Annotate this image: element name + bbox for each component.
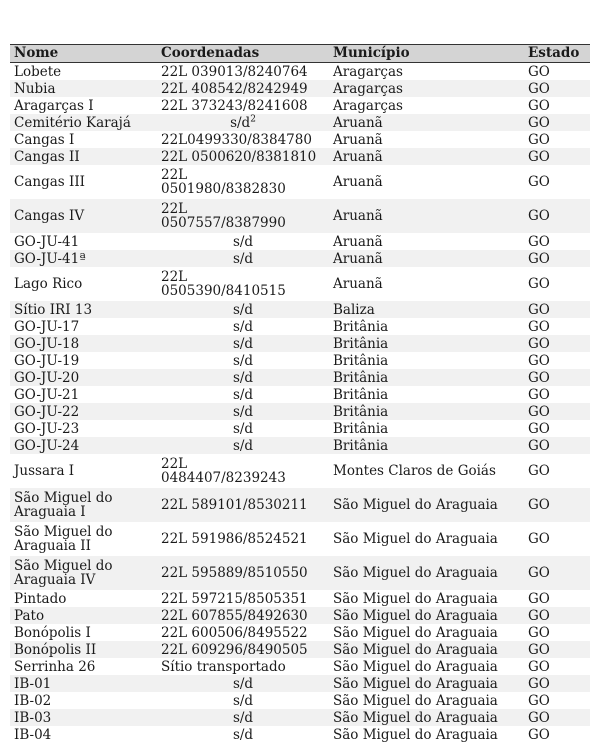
table-row — [10, 318, 590, 335]
cell-municipio: São Miguel do Araguaia — [329, 624, 524, 641]
cell-estado: GO — [524, 148, 590, 165]
cell-coordenadas: 22L 0501980/8382830 — [157, 165, 329, 199]
table-row — [10, 369, 590, 386]
cell-coordenadas: 22L 597215/8505351 — [157, 590, 329, 607]
cell-nome: Cemitério Karajá — [10, 114, 157, 131]
cell-coordenadas: 22L 0500620/8381810 — [157, 148, 329, 165]
table-body — [10, 63, 590, 743]
header-estado: Estado — [524, 45, 590, 63]
cell-coordenadas: s/d — [157, 369, 329, 386]
cell-coordenadas: 22L 039013/8240764 — [157, 63, 329, 81]
cell-coordenadas: 22L 600506/8495522 — [157, 624, 329, 641]
cell-coordenadas: 22L 609296/8490505 — [157, 641, 329, 658]
cell-coordenadas: s/d — [157, 233, 329, 250]
cell-municipio: São Miguel do Araguaia — [329, 488, 524, 522]
header-nome: Nome — [10, 45, 157, 63]
cell-municipio: São Miguel do Araguaia — [329, 607, 524, 624]
cell-estado: GO — [524, 233, 590, 250]
table-row — [10, 63, 590, 81]
cell-nome: IB-01 — [10, 675, 157, 692]
table-row — [10, 352, 590, 369]
table-row — [10, 403, 590, 420]
cell-coordenadas: 22L 591986/8524521 — [157, 522, 329, 556]
cell-nome: GO-JU-24 — [10, 437, 157, 454]
cell-estado: GO — [524, 692, 590, 709]
cell-municipio: São Miguel do Araguaia — [329, 522, 524, 556]
cell-estado: GO — [524, 352, 590, 369]
cell-estado: GO — [524, 420, 590, 437]
cell-municipio: São Miguel do Araguaia — [329, 692, 524, 709]
cell-coordenadas: s/d — [157, 726, 329, 743]
cell-municipio: Britânia — [329, 403, 524, 420]
table-header-row — [10, 45, 590, 63]
cell-municipio: Aruanã — [329, 148, 524, 165]
cell-coordenadas: 22L 0505390/8410515 — [157, 267, 329, 301]
table-row — [10, 556, 590, 590]
cell-nome: Lobete — [10, 63, 157, 81]
cell-municipio: São Miguel do Araguaia — [329, 590, 524, 607]
cell-coordenadas: $s/d^2$ — [157, 114, 329, 131]
cell-estado: GO — [524, 369, 590, 386]
cell-municipio: São Miguel do Araguaia — [329, 658, 524, 675]
table-row — [10, 675, 590, 692]
cell-nome: Bonópolis I — [10, 624, 157, 641]
cell-nome: Pintado — [10, 590, 157, 607]
cell-nome: São Miguel do Araguaia IV — [10, 556, 157, 590]
cell-nome: Cangas I — [10, 131, 157, 148]
cell-nome: GO-JU-41 — [10, 233, 157, 250]
cell-estado: GO — [524, 726, 590, 743]
table-row — [10, 420, 590, 437]
table-row — [10, 233, 590, 250]
cell-municipio: Britânia — [329, 369, 524, 386]
cell-estado: GO — [524, 131, 590, 148]
cell-estado: GO — [524, 403, 590, 420]
cell-estado: GO — [524, 335, 590, 352]
cell-estado: GO — [524, 301, 590, 318]
cell-municipio: Aruanã — [329, 199, 524, 233]
cell-nome: GO-JU-20 — [10, 369, 157, 386]
cell-nome: IB-04 — [10, 726, 157, 743]
footnote-marker: 2 — [250, 114, 256, 124]
cell-estado: GO — [524, 641, 590, 658]
cell-coordenadas: s/d — [157, 437, 329, 454]
cell-nome: Nubia — [10, 80, 157, 97]
cell-nome: Cangas III — [10, 165, 157, 199]
table-row — [10, 607, 590, 624]
cell-nome: GO-JU-18 — [10, 335, 157, 352]
cell-municipio: São Miguel do Araguaia — [329, 709, 524, 726]
cell-estado: GO — [524, 80, 590, 97]
table-row — [10, 437, 590, 454]
table-row — [10, 335, 590, 352]
cell-nome: Cangas IV — [10, 199, 157, 233]
cell-estado: GO — [524, 709, 590, 726]
table-row — [10, 709, 590, 726]
cell-estado: GO — [524, 437, 590, 454]
cell-nome: GO-JU-21 — [10, 386, 157, 403]
cell-municipio: Aruanã — [329, 233, 524, 250]
cell-nome: Aragarças I — [10, 97, 157, 114]
table-row — [10, 301, 590, 318]
cell-estado: GO — [524, 114, 590, 131]
cell-coordenadas: s/d — [157, 318, 329, 335]
cell-municipio: Britânia — [329, 352, 524, 369]
cell-coordenadas: s/d — [157, 301, 329, 318]
cell-municipio: São Miguel do Araguaia — [329, 675, 524, 692]
cell-estado: GO — [524, 488, 590, 522]
cell-nome: Jussara I — [10, 454, 157, 488]
cell-coordenadas: s/d — [157, 403, 329, 420]
cell-nome: GO-JU-41ª — [10, 250, 157, 267]
cell-coordenadas: s/d — [157, 386, 329, 403]
cell-nome: Pato — [10, 607, 157, 624]
cell-estado: GO — [524, 267, 590, 301]
cell-nome: Sítio IRI 13 — [10, 301, 157, 318]
cell-coordenadas: 22L 408542/8242949 — [157, 80, 329, 97]
table-row — [10, 590, 590, 607]
cell-nome: GO-JU-23 — [10, 420, 157, 437]
cell-nome: Serrinha 26 — [10, 658, 157, 675]
table-row — [10, 692, 590, 709]
cell-estado: GO — [524, 318, 590, 335]
cell-coordenadas: s/d — [157, 420, 329, 437]
cell-coordenadas: s/d — [157, 692, 329, 709]
table-row — [10, 658, 590, 675]
cell-coordenadas: 22L 589101/8530211 — [157, 488, 329, 522]
cell-municipio: Aragarças — [329, 63, 524, 81]
cell-nome: Cangas II — [10, 148, 157, 165]
cell-estado: GO — [524, 199, 590, 233]
cell-coordenadas: 22L 595889/8510550 — [157, 556, 329, 590]
cell-coordenadas: 22L 0484407/8239243 — [157, 454, 329, 488]
cell-municipio: Aruanã — [329, 250, 524, 267]
sites-table — [10, 44, 590, 743]
cell-municipio: Montes Claros de Goiás — [329, 454, 524, 488]
cell-municipio: Britânia — [329, 335, 524, 352]
cell-municipio: Britânia — [329, 386, 524, 403]
cell-nome: IB-03 — [10, 709, 157, 726]
table-row — [10, 250, 590, 267]
table-row — [10, 726, 590, 743]
cell-municipio: Baliza — [329, 301, 524, 318]
table-row — [10, 386, 590, 403]
header-coordenadas: Coordenadas — [157, 45, 329, 63]
table-row — [10, 165, 590, 199]
cell-coordenadas: Sítio transportado — [157, 658, 329, 675]
cell-coordenadas: s/d — [157, 250, 329, 267]
table-row — [10, 454, 590, 488]
cell-nome: São Miguel do Araguaia II — [10, 522, 157, 556]
table-row — [10, 114, 590, 131]
table-row — [10, 199, 590, 233]
table-row — [10, 624, 590, 641]
cell-municipio: Britânia — [329, 318, 524, 335]
cell-municipio: Aruanã — [329, 165, 524, 199]
table-row — [10, 80, 590, 97]
cell-nome: GO-JU-22 — [10, 403, 157, 420]
table-row — [10, 267, 590, 301]
cell-estado: GO — [524, 522, 590, 556]
cell-nome: IB-02 — [10, 692, 157, 709]
cell-municipio: Aruanã — [329, 267, 524, 301]
cell-nome: São Miguel do Araguaia I — [10, 488, 157, 522]
cell-estado: GO — [524, 386, 590, 403]
cell-estado: GO — [524, 165, 590, 199]
cell-municipio: Aruanã — [329, 114, 524, 131]
cell-municipio: Britânia — [329, 420, 524, 437]
header-municipio: Município — [329, 45, 524, 63]
table-row — [10, 641, 590, 658]
cell-estado: GO — [524, 624, 590, 641]
cell-coordenadas: 22L 0507557/8387990 — [157, 199, 329, 233]
cell-coordenadas: 22L0499330/8384780 — [157, 131, 329, 148]
cell-estado: GO — [524, 454, 590, 488]
cell-coordenadas: 22L 373243/8241608 — [157, 97, 329, 114]
cell-estado: GO — [524, 675, 590, 692]
cell-estado: GO — [524, 658, 590, 675]
cell-municipio: São Miguel do Araguaia — [329, 556, 524, 590]
cell-coordenadas: s/d — [157, 335, 329, 352]
cell-coordenadas: s/d — [157, 352, 329, 369]
cell-municipio: São Miguel do Araguaia — [329, 641, 524, 658]
cell-municipio: Aragarças — [329, 80, 524, 97]
cell-municipio: Britânia — [329, 437, 524, 454]
cell-municipio: Aragarças — [329, 97, 524, 114]
cell-estado: GO — [524, 607, 590, 624]
cell-estado: GO — [524, 97, 590, 114]
cell-nome: GO-JU-19 — [10, 352, 157, 369]
cell-estado: GO — [524, 590, 590, 607]
cell-municipio: São Miguel do Araguaia — [329, 726, 524, 743]
cell-nome: Bonópolis II — [10, 641, 157, 658]
cell-nome: Lago Rico — [10, 267, 157, 301]
table-row — [10, 488, 590, 522]
cell-estado: GO — [524, 250, 590, 267]
table-row — [10, 522, 590, 556]
table-row — [10, 148, 590, 165]
cell-nome: GO-JU-17 — [10, 318, 157, 335]
cell-municipio: Aruanã — [329, 131, 524, 148]
cell-estado: GO — [524, 556, 590, 590]
table-row — [10, 131, 590, 148]
cell-coordenadas: 22L 607855/8492630 — [157, 607, 329, 624]
cell-coordenadas: s/d — [157, 675, 329, 692]
cell-coordenadas: s/d — [157, 709, 329, 726]
table-row — [10, 97, 590, 114]
cell-estado: GO — [524, 63, 590, 81]
